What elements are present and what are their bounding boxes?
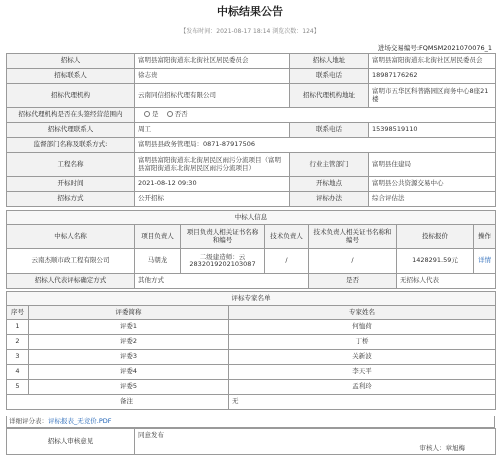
- committee-no: 2: [7, 335, 29, 350]
- industry-label: 行业主管部门: [290, 153, 369, 177]
- table-row: [7, 350, 496, 365]
- committee-section-title: 评标专家名单: [7, 292, 496, 306]
- consortium-options: [135, 108, 496, 123]
- committee-role: 评委1: [29, 320, 229, 335]
- winner-header: 技术负责人相关证书名称和编号: [309, 225, 397, 249]
- table-row: [7, 429, 496, 455]
- committee-no: 4: [7, 365, 29, 380]
- table-row: [7, 69, 496, 84]
- review-cell: [135, 429, 496, 455]
- committee-name: 关新波: [229, 350, 496, 365]
- table-row: [7, 177, 496, 192]
- table-row: [7, 211, 496, 225]
- committee-no: 1: [7, 320, 29, 335]
- table-row: [7, 380, 496, 395]
- agency-phone-value: 15398519110: [369, 123, 496, 138]
- committee-no: 5: [7, 380, 29, 395]
- detail-link[interactable]: 详情: [474, 249, 496, 274]
- table-row: [7, 365, 496, 380]
- open-place-label: 开标地点: [290, 177, 369, 192]
- reviewer: 审核人：章旭梅: [419, 443, 465, 452]
- no-radio[interactable]: [167, 111, 173, 117]
- signer-value: 其他方式: [135, 274, 309, 289]
- page-title: 中标结果公告: [217, 5, 283, 18]
- remark-label: 备注: [7, 395, 229, 410]
- committee-role: 评委5: [29, 380, 229, 395]
- phone-label: 联系电话: [290, 69, 369, 84]
- agency-address-value: 富明市五华区科普路园区商务中心8座21楼: [369, 84, 496, 108]
- tenderer-address-value: 富明县富阳街道东北街社区居民委员会: [369, 54, 496, 69]
- yes-label: 是: [152, 110, 159, 119]
- table-row: [7, 138, 496, 153]
- committee-name: 何恤荷: [229, 320, 496, 335]
- committee-header-row: [7, 306, 496, 320]
- agency-value: 云南同信招标代理有限公司: [135, 84, 290, 108]
- agency-contact-label: 招标代理联系人: [7, 123, 135, 138]
- agency-contact-value: 周工: [135, 123, 290, 138]
- table-row: [7, 54, 496, 69]
- winner-pm-cert: 二级建造师：云2832019202103087: [181, 249, 265, 274]
- supervisor-label: 监督部门名称及联系方式:: [7, 138, 135, 153]
- table-row: [7, 123, 496, 138]
- winner-tech-cert: /: [309, 249, 397, 274]
- winner-header-row: [7, 225, 496, 249]
- committee-header: 序号: [7, 306, 29, 320]
- winner-header: 投标报价: [397, 225, 474, 249]
- review-label: 招标人审核意见: [7, 429, 135, 455]
- winner-header: 项目负责人相关证书名称和编号: [181, 225, 265, 249]
- eval-value: 综合评估法: [369, 192, 496, 207]
- eval-label: 评标办法: [290, 192, 369, 207]
- yes-radio[interactable]: [144, 111, 150, 117]
- contact-label: 招标联系人: [7, 69, 135, 84]
- review-table: [6, 428, 496, 455]
- table-row: [7, 395, 496, 410]
- committee-role: 评委2: [29, 335, 229, 350]
- attachment-label: 详细评分表：: [9, 417, 48, 425]
- committee-role: 评委4: [29, 365, 229, 380]
- committee-name: 丁桥: [229, 335, 496, 350]
- committee-header: 专家姓名: [229, 306, 496, 320]
- winner-tech: /: [265, 249, 309, 274]
- rep-value: 无招标人代表: [397, 274, 496, 289]
- winner-name: 云南杰顺市政工程有限公司: [7, 249, 135, 274]
- table-row: [7, 274, 496, 289]
- agency-address-label: 招标代理机构地址: [290, 84, 369, 108]
- winner-header: 项目负责人: [135, 225, 181, 249]
- table-row: [7, 153, 496, 177]
- agency-label: 招标代理机构: [7, 84, 135, 108]
- phone-value: 18987176262: [369, 69, 496, 84]
- table-row: [7, 320, 496, 335]
- winner-pm: 马朝龙: [135, 249, 181, 274]
- table-row: [7, 292, 496, 306]
- winner-section-title: 中标人信息: [7, 211, 496, 225]
- table-row: [7, 108, 496, 123]
- committee-role: 评委3: [29, 350, 229, 365]
- review-value: 同意发布: [138, 431, 164, 439]
- method-value: 公开招标: [135, 192, 290, 207]
- winner-header: 中标人名称: [7, 225, 135, 249]
- committee-name: 李天平: [229, 365, 496, 380]
- table-row: [7, 249, 496, 274]
- open-time-value: 2021-08-12 09:30: [135, 177, 290, 192]
- project-name-value: 富明县富阳街道东北街居民区雨污分流项目（富明县富阳街道东北街居民区雨污分流项目）: [135, 153, 290, 177]
- open-time-label: 开标时间: [7, 177, 135, 192]
- attachment-link[interactable]: 评标报表_无竞价.PDF: [48, 417, 112, 425]
- winner-header: 技术负责人: [265, 225, 309, 249]
- committee-name: 孟利玲: [229, 380, 496, 395]
- rep-label: 是否: [309, 274, 397, 289]
- project-number: 进场交易编号:FQMSM2021070076_1: [377, 44, 492, 52]
- winner-header: 操作: [474, 225, 496, 249]
- supervisor-value: 富明县县政务管理局：0871-87917506: [135, 138, 496, 153]
- committee-table: [6, 291, 496, 410]
- tenderer-address-label: 招标人地址: [290, 54, 369, 69]
- publish-meta: 【发布时间：2021-08-17 18:14 浏览次数：124】: [180, 28, 320, 35]
- agency-phone-label: 联系电话: [290, 123, 369, 138]
- committee-header: 评委简称: [29, 306, 229, 320]
- contact-value: 徐志贵: [135, 69, 290, 84]
- winner-table: [6, 210, 496, 289]
- table-row: [7, 84, 496, 108]
- remark-value: 无: [229, 395, 496, 410]
- table-row: [7, 335, 496, 350]
- project-name-label: 工程名称: [7, 153, 135, 177]
- attachment-row: [6, 416, 495, 428]
- committee-no: 3: [7, 350, 29, 365]
- no-label: 否否: [174, 110, 188, 119]
- tenderer-value: 富明县富阳街道东北街社区居民委员会: [135, 54, 290, 69]
- open-place-value: 富明县公共资源交易中心: [369, 177, 496, 192]
- signer-label: 招标人代表评标确定方式: [7, 274, 135, 289]
- industry-value: 富明县住建局: [369, 153, 496, 177]
- method-label: 招标方式: [7, 192, 135, 207]
- winner-price: 1428291.59元: [397, 249, 474, 274]
- table-row: [7, 192, 496, 207]
- consortium-label: 招标代理机构是否在头签经营范围内: [7, 108, 135, 123]
- info-table: [6, 53, 496, 207]
- tenderer-label: 招标人: [7, 54, 135, 69]
